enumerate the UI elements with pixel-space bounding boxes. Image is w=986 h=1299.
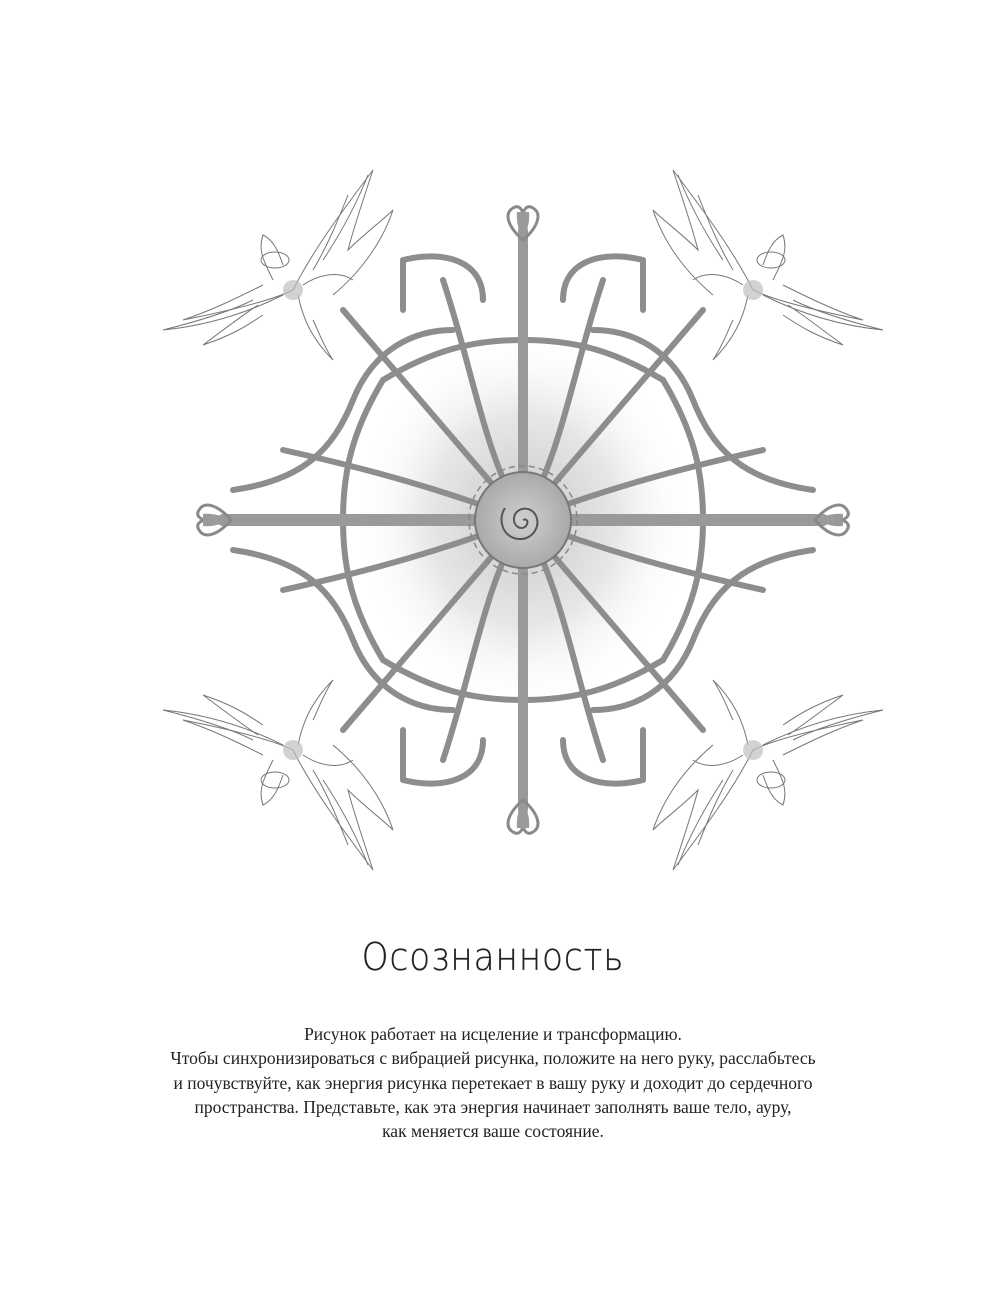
paragraph-line: Рисунок работает на исцеление и трансформацию. bbox=[304, 1024, 682, 1044]
mandala-illustration bbox=[143, 150, 903, 890]
paragraph-line: пространства. Представьте, как эта энергия начинает заполнять ваше тело, ауру, bbox=[194, 1096, 792, 1117]
paragraph-line: Чтобы синхронизироваться с вибрацией рисунка, положите на него руку, расслабьтесь bbox=[170, 1048, 816, 1069]
page-title: Осознанность bbox=[361, 935, 625, 979]
paragraph-line: как меняется ваше состояние. bbox=[382, 1121, 604, 1142]
description-paragraph bbox=[100, 1022, 886, 1143]
paragraph-line: и почувствуйте, как энергия рисунка перетекает в вашу руку и доходит до сердечного bbox=[173, 1072, 813, 1093]
